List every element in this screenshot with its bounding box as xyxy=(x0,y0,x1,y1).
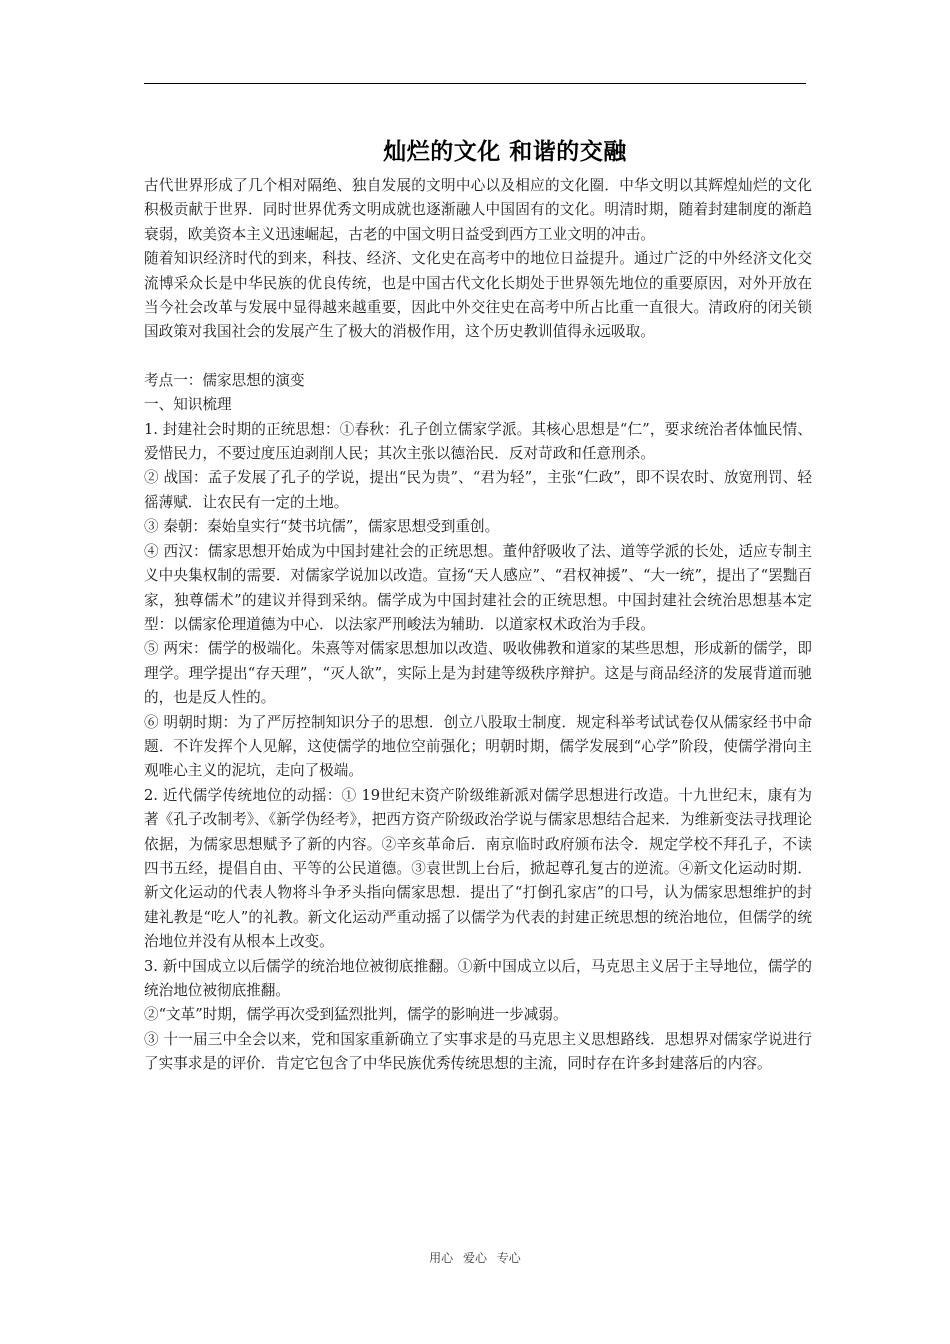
document-title: 灿烂的文化 和谐的交融 xyxy=(383,139,627,165)
header-rule xyxy=(144,83,806,84)
section-heading: 考点一：儒家思想的演变 xyxy=(144,371,305,389)
intro-paragraph-1: 古代世界形成了几个相对隔绝、独自发展的文明中心以及相应的文化圈．中华文明以其辉煌灿烂的文化积极贡献于世界．同时世界优秀文明成就也逐渐融人中国固有的文化。明清时期，随着封建制度的渐趋衰弱，欧美资本主义迅速崛起，古老的中国文明日益受到西方工业文明的冲击。 xyxy=(144,177,812,243)
subsection-heading: 一、知识梳理 xyxy=(144,396,232,414)
list-item: 2. 近代儒学传统地位的动摇：① 19世纪末资产阶级维新派对儒学思想进行改造。十九世纪末，康有为著《孔子改制考》、《新学伪经考》，把西方资产阶级政治学说与儒家思想结合起来．为维新变法寻找理论依据，为儒家思想赋予了新的内容。②辛亥革命后．南京临时政府颁布法令．规定学校不拜孔子，不读四书五经，提倡自由、平等的公民道德。③袁世凯上台后，掀起尊孔复古的逆流。④新文化运动时期．新文化运动的代表人物将斗争矛头指向儒家思想．提出了“打倒孔家店”的口号，认为儒家思想维护的封建礼教是“吃人”的礼教。新文化运动严重动摇了以儒学为代表的封建正统思想的统治地位，但儒学的统治地位并没有从根本上改变。 xyxy=(144,786,812,951)
document-body xyxy=(144,174,812,1077)
list-item: ⑥ 明朝时期：为了严厉控制知识分子的思想．创立八股取士制度．规定科举考试试卷仅从儒家经书中命题．不许发挥个人见解，这使儒学的地位空前强化；明朝时期，儒学发展到“心学”阶段，使儒学滑向主观唯心主义的泥坑，走向了极端。 xyxy=(144,713,812,780)
list-item: ⑤ 两宋：儒学的极端化。朱熹等对儒家思想加以改造、吸收佛教和道家的某些思想，形成新的儒学，即理学。理学提出“存天理”，“灭人欲”，实际上是为封建等级秩序辩护。这是与商品经济的发展背道而驰的，也是反人性的。 xyxy=(144,640,812,707)
intro-paragraph-2: 随着知识经济时代的到来，科技、经济、文化史在高考中的地位日益提升。通过广泛的中外经济文化交流博采众长是中华民族的优良传统，也是中国古代文化长期处于世界领先地位的重要原因，对外开放在当今社会改革与发展中显得越来越重要，因此中外交往史在高考中所占比重一直很大。清政府的闭关锁国政策对我国社会的发展产生了极大的消极作用，这个历史教训值得永远吸取。 xyxy=(144,250,812,341)
blank-line xyxy=(144,345,812,369)
list-item: ③ 十一届三中全会以来，党和国家重新确立了实事求是的马克思主义思想路线．思想界对儒家学说进行了实事求是的评价．肯定它包含了中华民族优秀传统思想的主流，同时存在许多封建落后的内容。 xyxy=(144,1030,812,1073)
list-item: 1. 封建社会时期的正统思想：①春秋：孔子创立儒家学派。其核心思想是“仁”，要求统治者体恤民情、爱惜民力，不要过度压迫剥削人民；其次主张以德治民．反对苛政和任意刑杀。 xyxy=(144,420,812,463)
list-item: 3. 新中国成立以后儒学的统治地位被彻底推翻。①新中国成立以后，马克思主义居于主导地位，儒学的统治地位被彻底推翻。 xyxy=(144,957,812,999)
list-item: ② 战国：孟子发展了孔子的学说，提出“民为贵”、“君为轻”，主张“仁政”，即不误农时、放宽刑罚、轻徭薄赋．让农民有一定的土地。 xyxy=(144,469,812,511)
page-footer: 用心 爱心 专心 xyxy=(429,1251,521,1265)
list-item: ③ 秦朝：秦始皇实行“焚书坑儒”，儒家思想受到重创。 xyxy=(144,518,500,536)
list-item: ④ 西汉：儒家思想开始成为中国封建社会的正统思想。董仲舒吸收了法、道等学派的长处，适应专制主义中央集权制的需要．对儒家学说加以改造。宣扬“天人感应”、“君权神援”、“大一统”，提出了“罢黜百家，独尊儒术”的建议并得到采纳。儒学成为中国封建社会的正统思想。中国封建社会统治思想基本定型：以儒家伦理道德为中心．以法家严刑峻法为辅助．以道家权术政治为手段。 xyxy=(144,542,812,633)
list-item: ②“文革”时期，儒学再次受到猛烈批判，儒学的影响进一步减弱。 xyxy=(144,1006,568,1024)
